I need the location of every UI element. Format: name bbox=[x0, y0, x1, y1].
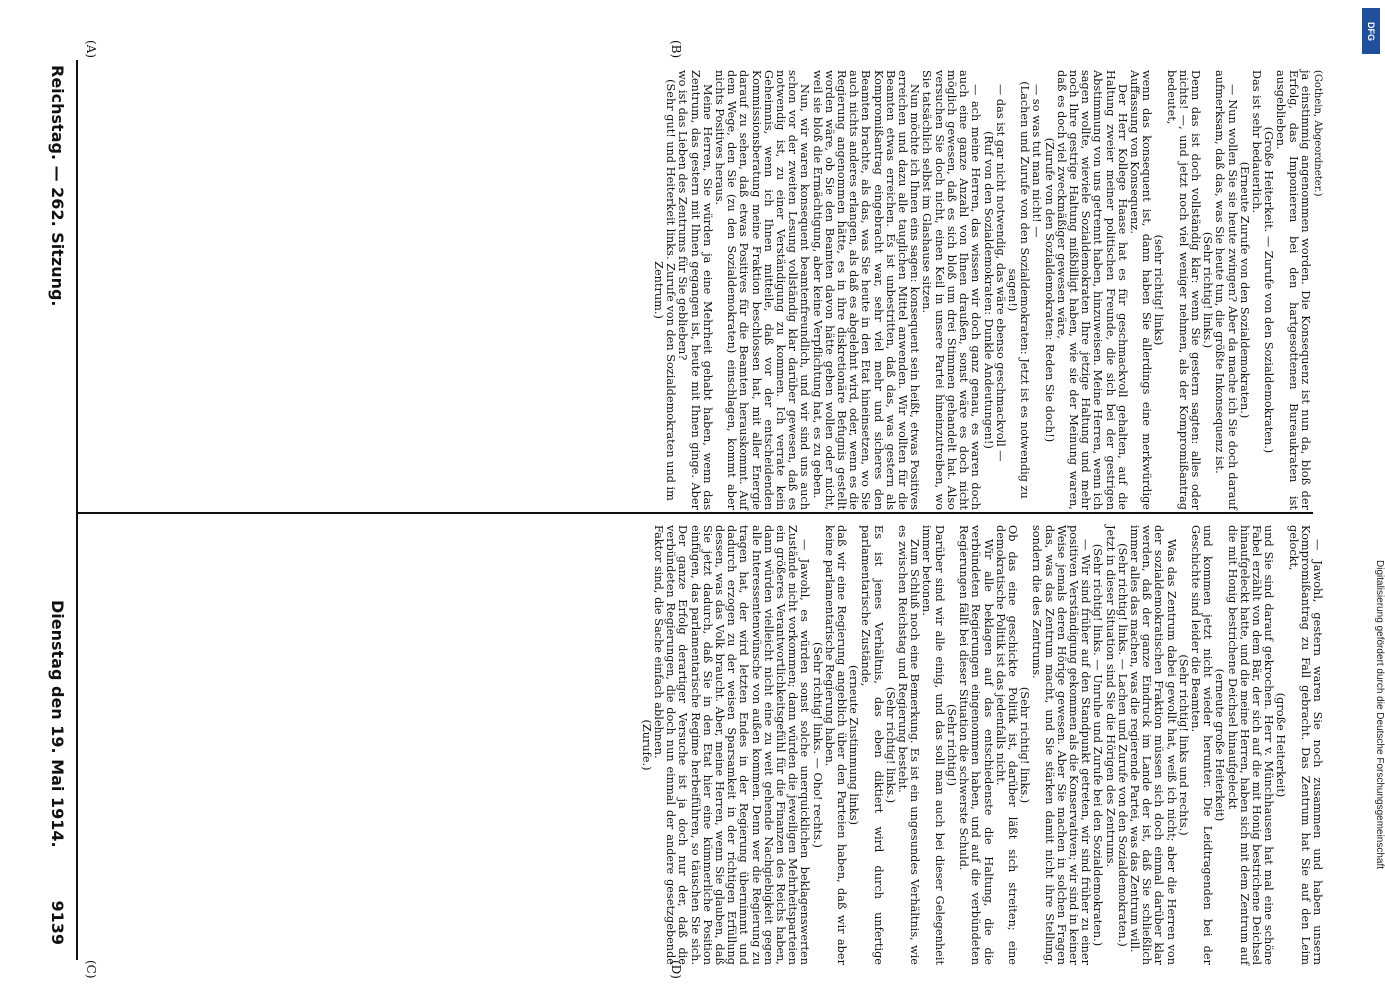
digitization-credit: Digitalisierung gefördert durch die Deutsche Forschungsgemeinschaft bbox=[1374, 560, 1385, 870]
right-column-paragraph: Was das Zentrum dabei gewollt hat, weiß ich nicht; aber die Herren von der sozialdemokratischen Fraktion müssen sich doch einmal darüber klar werden, daß der ganze Eindruck im Lande der ist, daß Sie schließlich immer alles das machen, was die regierende Partei, was das Zentrum will. bbox=[1127, 525, 1178, 965]
right-column-paragraph: (große Heiterkeit) bbox=[1274, 692, 1288, 798]
left-column-paragraph: (Sehr gut! und Heiterkeit links. Zurufe von den Sozialdemokraten und im Zentrum.) bbox=[652, 79, 678, 501]
left-column-paragraph: Denn das ist doch vollständig klar: wenn Sie gestern sagten: alles oder nichts! —, und jetzt noch viel weniger nehmen, als der Kompromißantrag bedeutet, bbox=[1164, 70, 1202, 510]
marker-c: (C) bbox=[84, 960, 98, 979]
right-column-paragraph: (Sehr richtig! links und rechts.) bbox=[1176, 654, 1190, 836]
header-left: Reichstag. — 262. Sitzung. bbox=[48, 65, 67, 307]
left-column-paragraph: — ach meine Herren, das wissen wir doch ganz genau, es waren doch auch eine ganze Anzahl von Ihnen draußen, sonst wäre es doch nicht möglich gewesen, daß es sich bloß um drei Stimmen gehandelt hat. Also versuchen Sie doch nicht, einen Keil in unsere Partei hineinzutreiben, wo Sie tatsächlich selbst im Glashause sitzen. bbox=[920, 70, 983, 510]
left-column-paragraph: (Lachen und Zurufe von den Sozialdemokraten: Jetzt ist es notwendig zu sagen!) bbox=[1005, 81, 1032, 499]
right-column-paragraph: (Sehr richtig! links.) bbox=[883, 686, 897, 804]
left-column-paragraph: (Zurufe von den Sozialdemokraten: Reden Sie doch!) bbox=[1042, 137, 1056, 443]
page-number: 9139 bbox=[48, 900, 67, 945]
marker-a: (A) bbox=[84, 40, 98, 59]
right-column-paragraph: und kommen jetzt nicht wieder herunter. Die Leidtragenden bei der Geschichte sind leider die Beamten. bbox=[1188, 525, 1215, 965]
right-column-paragraph: (erneute Zustimmung links) bbox=[847, 665, 861, 825]
right-column-paragraph: Ob das eine geschickte Politik ist, darüber läßt sich streiten; eine demokratische Politik ist das jedenfalls nicht. bbox=[993, 525, 1019, 965]
dfg-logo: DFG bbox=[1362, 8, 1380, 54]
left-column-paragraph: (Sehr richtig! links.) bbox=[1201, 231, 1215, 349]
marker-b: (B) bbox=[669, 40, 683, 59]
left-column-paragraph: Nun möchte ich Ihnen eins sagen: konsequent sein heißt, etwas Positives erreichen und dazu alle tauglichen Mittel anwenden. Wir wollten für die Beamten etwas erreichen. Es ist unbestritten, daß das, was gestern als Kompromißantrag eingebracht war, sehr viel mehr und sicheres den Beamten brachte, als das, was Sie heute in den Etat hineinsetzen, wo Sie auch nichts anderes erlangen, als daß es abgelehnt wird, oder, wenn es die Regierung angenommen hätte, es in ihre diskretionäre Befugnis gestellt worden wäre, ob Sie den Beamten davon hätte geben wollen oder nicht, weil sie bloß die Ermächtigung, aber keine Verpflichtung hat, es zu geben. bbox=[810, 70, 922, 510]
right-column-paragraph: (Sehr richtig! links.) bbox=[1018, 686, 1032, 804]
left-column-paragraph: Meine Herren, Sie würden ja eine Mehrheit gehabt haben, wenn das Zentrum, das gestern mit Ihnen gegangen ist, heute mit Ihnen ginge. Aber wo ist das Lieben des Zentrums für Sie geblieben? bbox=[676, 70, 714, 510]
left-column-paragraph: (Ruf von den Sozialdemokraten: Dunkle Andeutungen!) bbox=[981, 131, 995, 449]
right-column-paragraph: (Sehr richtig!) bbox=[944, 703, 958, 787]
right-column bbox=[73, 525, 1323, 965]
right-column-paragraph: Darüber sind wir alle einig, und das soll man auch bei dieser Gelegenheit immer betonen. bbox=[920, 525, 946, 965]
left-column-paragraph: Der Herr Kollege Haase hat es für geschmackvoll gehalten, auf die Haltung zweier meiner politischen Freunde, die sich bei der gestrigen Abstimmung von uns getrennt haben, hinzuweisen. Meine Herren, wenn ich sagen wollte, wieviele Sozialdemokraten Ihre jetzige Haltung und mehr noch Ihre gestrige Haltung mißbilligt haben, wie sie der Meinung waren, daß es doch viel zweckmäßiger gewesen wäre, bbox=[1054, 70, 1129, 510]
right-column-paragraph: — Jawohl, es würden sonst solche unerquicklichen beklagenswerten Zustände nicht vorkommen; dann würden die jeweiligen Mehrheitsparteien ein größeres Verantwortlichkeitsgefühl für die Finanzen des Reichs haben, dann würden vielleicht nicht eine zu weit gehende Nachgiebigkeit gegen alle Interessentenwünsche von außen kommen. Denn wer die Regierung zu tragen hat, der wird letzten Endes in der Regierung übernimmt und dadurch erzogen zu der weisen Sparsamkeit in der richtigen Erfüllung dessen, was das Volk braucht. Aber, meine Herren, wenn Sie glauben, daß Sie jetzt dadurch, daß Sie in den Etat hier eine kümmerliche Position einfügen, das parlamentarische Regime herbeiführen, so täuschen Sie sich. Der ganze Erfolg derartiger Versuche ist ja doch nur der, daß die verbündeten Regierungen, die doch nun einmal der andere gesetzgebende Faktor sind, die Sache einfach ablehnen. bbox=[652, 525, 812, 965]
marker-d: (D) bbox=[669, 960, 683, 979]
page-header bbox=[41, 65, 71, 945]
column-divider bbox=[78, 512, 1313, 514]
left-column bbox=[73, 70, 1323, 510]
right-column-paragraph: Zum Schluß noch eine Bemerkung. Es ist ein ungesundes Verhältnis, wie es zwischen Reichstag und Regierung besteht. bbox=[896, 525, 922, 965]
left-column-paragraph: — so was tut man nicht! — bbox=[1030, 84, 1044, 238]
speaker-note: (Gothein, Abgeordneter.) bbox=[1312, 70, 1323, 197]
left-column-paragraph: (Große Heiterkeit. — Zurufe von den Sozialdemokraten.) bbox=[1262, 126, 1276, 454]
right-column-paragraph: daß wir eine Regierung angeblich über den Parteien haben, daß wir aber keine parlamentarische Regierung haben. bbox=[822, 525, 849, 965]
right-column-paragraph: (Sehr richtig! links. — Lachen und Zurufe von den Sozialdemokraten.) bbox=[1115, 543, 1129, 947]
header-date: Dienstag den 19. Mai 1914. bbox=[48, 600, 67, 848]
right-column-paragraph: (Sehr richtig! links. — Oho! rechts.) bbox=[810, 642, 824, 848]
left-column-paragraph: wenn das konsequent ist, dann haben Sie allerdings eine merkwürdige Auffassung von Konsequenz. bbox=[1127, 70, 1154, 510]
right-column-paragraph: und Sie sind darauf gekrochen. Herr v. Münchhausen hat mal eine schöne Fabel erzählt von dem Bär, der sich auf die mit Honig bestrichene Deichsel hinaufgeleckt hatte, und die meine Herren, haben sich mit dem Zentrum auf die mit Honig bestrichene Deichsel hinaufgeleckt bbox=[1225, 525, 1276, 965]
left-column-paragraph: Das ist sehr bedauerlich. bbox=[1249, 70, 1263, 214]
right-column-paragraph: — Jawohl, gestern waren Sie noch zusammen und haben unsern Kompromißantrag zu Fall gebracht. Das Zentrum hat Sie auf den Leim gelockt, bbox=[1286, 525, 1324, 965]
left-column-paragraph: Nun, wir waren konsequent beamtenfreundlich, und wir sind uns auch schon vor der zweiten Lesung vollständig klar darüber gewesen, daß es notwendig ist, zu einer Verständigung zu kommen. Ich verrate kein Geheimnis, wenn ich Ihnen mitteile, daß vor der entscheidenden Kommissionsberatung meine Fraktion beschlossen hat, mit aller Energie darauf zu sehen, daß etwas Positives für die Beamten herauskommt. Auf dem Wege, den Sie (zu den Sozialdemokraten) einschlagen, kommt aber nichts Positives heraus. bbox=[713, 70, 812, 510]
right-column-paragraph: Es ist jenes Verhältnis, das eben diktiert wird durch unfertige parlamentarische Zustände, bbox=[859, 525, 885, 965]
left-column-paragraph: (sehr richtig! links) bbox=[1152, 234, 1166, 346]
right-column-paragraph: — Wir sind früher auf den Standpunkt getreten, wir sind früher zu einer positiven Verständigung gekommen als die Konservativen; wir sind in keiner Weise jemals deren Hörige gewesen. Aber Sie machen in solchen Fragen das, was das Zentrum macht, und Sie stärken damit nicht ihre Stellung, sondern die des Zentrums. bbox=[1030, 525, 1093, 965]
right-column-paragraph: Wir alle beklagen auf das entschiedenste die Haltung, die die verbündeten Regierungen eingenommen haben, und auf die verbündeten Regierungen fällt bei dieser Situation die schwerste Schuld. bbox=[957, 525, 995, 965]
left-column-paragraph: ja einstimmig angenommen worden. Die Konsequenz ist nun da, bloß der Erfolg, das Imponieren bei den hartgesottenen Bureaukraten ist ausgeblieben. bbox=[1274, 70, 1312, 510]
right-column-paragraph: Jetzt in dieser Situation sind Sie die Hörigen des Zentrums. bbox=[1103, 525, 1117, 868]
left-column-paragraph: — das ist gar nicht notwendig, das wäre ebenso geschmackvoll — bbox=[993, 84, 1007, 462]
right-column-paragraph: (erneute große Heiterkeit) bbox=[1213, 668, 1227, 822]
left-column-paragraph: (Erneute Zurufe von den Sozialdemokraten.) bbox=[1237, 161, 1251, 419]
right-column-paragraph: (Zurufe.) bbox=[639, 719, 653, 771]
left-column-paragraph: — Nun wollen Sie sie heute zwingen? Aber da mache ich Sie doch darauf aufmerksam, daß das, was Sie heute tun, die größte Inkonsequenz ist. bbox=[1213, 70, 1239, 510]
right-column-paragraph: (Sehr richtig! links. — Unruhe und Zurufe bei den Sozialdemokraten.) bbox=[1091, 543, 1105, 947]
